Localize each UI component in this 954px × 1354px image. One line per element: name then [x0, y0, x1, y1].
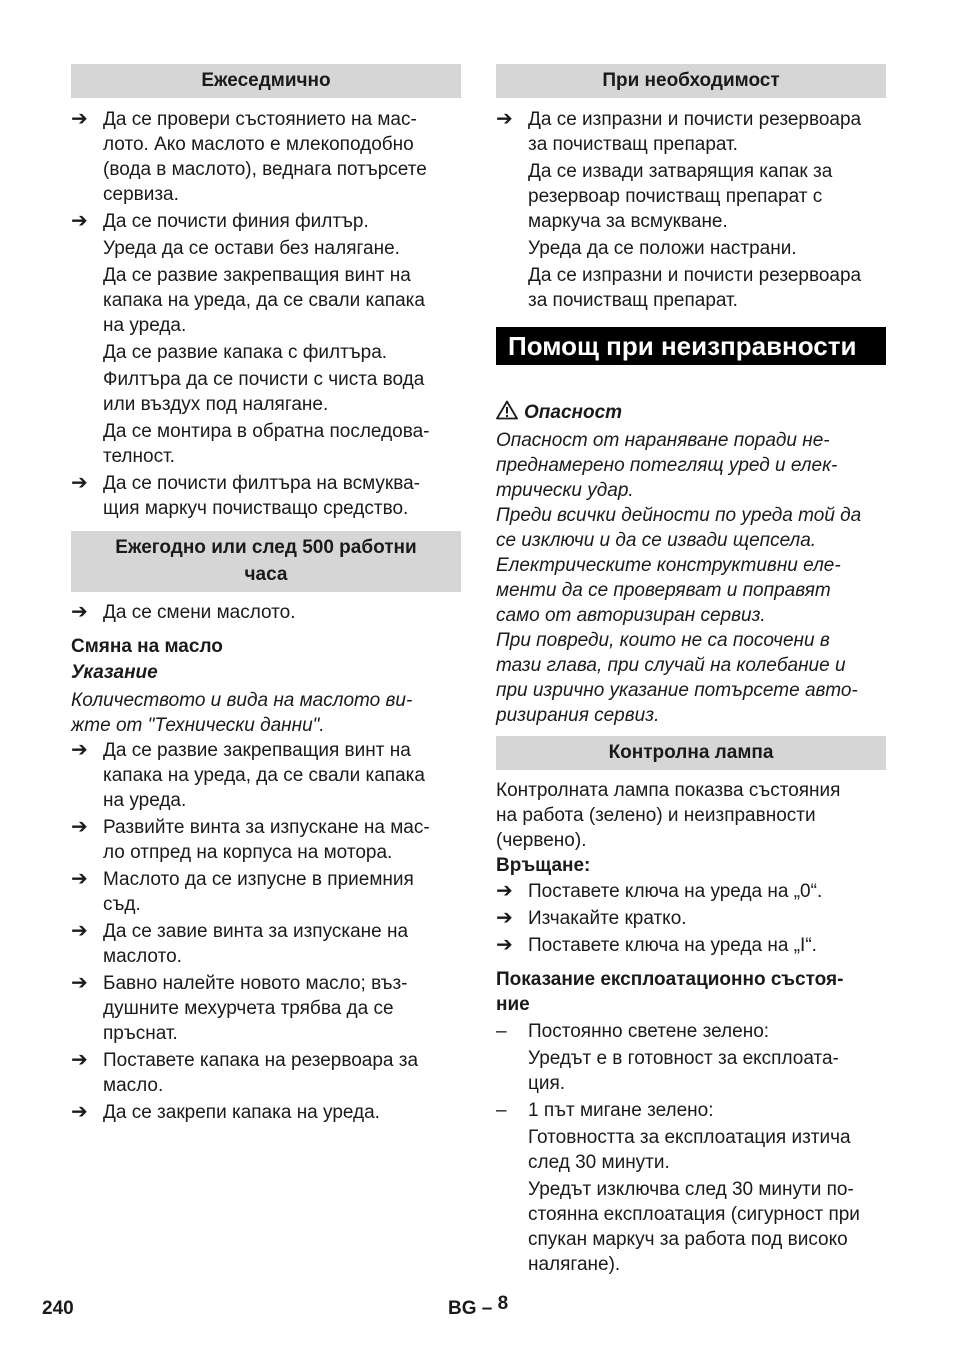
arrow-icon: ➔: [71, 868, 88, 890]
paragraph: Готовността за експлоатация изтича след 30 минути.: [528, 1127, 851, 1173]
note-text: Количеството и вида на маслото ви- жте от "Технически данни".: [71, 690, 413, 736]
arrow-icon: ➔: [71, 601, 88, 623]
paragraph: Да се извади затварящия капак за резервоар почистващ препарат с маркуча за всмукване.: [528, 161, 833, 232]
list-item: – Постоянно светене зелено:: [496, 1021, 770, 1042]
list-item: ➔ Да се завие винта за изпускане на маслото.: [71, 920, 409, 967]
paragraph: Филтъра да се почисти с чиста вода или въздух под налягане.: [103, 369, 425, 415]
paragraph: Да се монтира в обратна последова- телност.: [103, 421, 430, 467]
reset-label: Връщане:: [496, 855, 591, 876]
page-number: 240: [42, 1298, 74, 1319]
right-column: [496, 64, 886, 1277]
list-item: ➔ Да се развие закрепващия винт на капака на уреда, да се свали капака на уреда.: [71, 739, 425, 811]
arrow-icon: ➔: [71, 972, 88, 994]
arrow-icon: ➔: [71, 1101, 88, 1123]
paragraph: Контролната лампа показва състояния на работа (зелено) и неизправности (червено).: [496, 780, 841, 851]
paragraph: Уреда да се остави без налягане.: [103, 238, 400, 259]
paragraph: Да се изпразни и почисти резервоара за почистващ препарат.: [528, 265, 862, 311]
dash-bullet: –: [496, 1021, 507, 1042]
page-footer-label: BG – 8: [448, 1293, 509, 1319]
arrow-icon: ➔: [71, 1049, 88, 1071]
chapter-title: Помощ при неизправности: [496, 327, 886, 365]
list-item: ➔ Развийте винта за изпускане на мас- ло отпред на корпуса на мотора.: [71, 816, 430, 863]
arrow-icon: ➔: [71, 739, 88, 761]
list-item: ➔ Поставете ключа на уреда на „I“.: [496, 934, 817, 956]
arrow-icon: ➔: [71, 816, 88, 838]
section-heading-yearly: Ежегодно или след 500 работни часа: [71, 531, 461, 592]
section-heading-when-needed: При необходимост: [496, 64, 886, 98]
arrow-icon: ➔: [496, 880, 513, 902]
paragraph: Да се развие закрепващия винт на капака на уреда, да се свали капака на уреда.: [103, 265, 425, 336]
list-item: ➔ Бавно налейте новото масло; въз- душните мехурчета трябва да се пръснат.: [71, 972, 408, 1044]
list-item: ➔ Поставете капака на резервоара за масло.: [71, 1049, 419, 1096]
warning-triangle-icon: [496, 400, 518, 420]
list-item: ➔ Да се провери състоянието на мас- лото. Ако маслото е млекоподобно (вода в маслото), веднага потърсете сервиза.: [71, 108, 427, 205]
list-item: ➔ Маслото да се изпусне в приемния съд.: [71, 868, 414, 915]
list-item: ➔ Изчакайте кратко.: [496, 907, 687, 929]
arrow-icon: ➔: [496, 934, 513, 956]
paragraph: Уредът изключва след 30 минути по- стоянна експлоатация (сигурност при спукан маркуч за работа под високо налягане).: [528, 1179, 860, 1275]
section-heading-weekly: Ежеседмично: [71, 64, 461, 98]
arrow-icon: ➔: [71, 472, 88, 494]
subsection-heading-operating-status: Показание експлоатационно състоя- ние: [496, 969, 844, 1015]
note-label: Указание: [71, 662, 158, 683]
danger-text: Опасност от нараняване поради не- преднамерено потеглящ уред и елек- трически удар. Преди всички дейности по уреда той да се изключи и да се извади щепсела. Електрическите конструктивни еле- менти да се проверяват и поправят само от авторизиран сервиз. При повреди, които не са посочени в тази глава, при случай на колебание и при изрично указание потърсете авто- ризирания сервиз.: [496, 430, 862, 726]
list-item: ➔ Поставете ключа на уреда на „0“.: [496, 880, 823, 902]
danger-label: Опасност: [496, 375, 886, 425]
list-item: ➔ Да се изпразни и почисти резервоара за почистващ препарат.: [496, 108, 862, 155]
list-item: ➔ Да се смени маслото.: [71, 601, 296, 623]
list-item: ➔ Да се почисти финия филтър.: [71, 210, 369, 232]
arrow-icon: ➔: [71, 210, 88, 232]
paragraph: Да се развие капака с филтъра.: [103, 342, 388, 363]
paragraph: Уреда да се положи настрани.: [528, 238, 797, 259]
left-column: [71, 64, 461, 1125]
paragraph: Уредът е в готовност за експлоата- ция.: [528, 1048, 839, 1094]
list-item: ➔ Да се почисти филтъра на всмуква- щия маркуч почистващо средство.: [71, 472, 421, 519]
dash-bullet: –: [496, 1100, 507, 1121]
arrow-icon: ➔: [496, 108, 513, 130]
subsection-heading-oil-change: Смяна на масло: [71, 636, 223, 657]
arrow-icon: ➔: [496, 907, 513, 929]
arrow-icon: ➔: [71, 920, 88, 942]
list-item: – 1 път мигане зелено:: [496, 1100, 714, 1121]
list-item: ➔ Да се закрепи капака на уреда.: [71, 1101, 380, 1123]
section-heading-control-lamp: Контролна лампа: [496, 736, 886, 770]
arrow-icon: ➔: [71, 108, 88, 130]
